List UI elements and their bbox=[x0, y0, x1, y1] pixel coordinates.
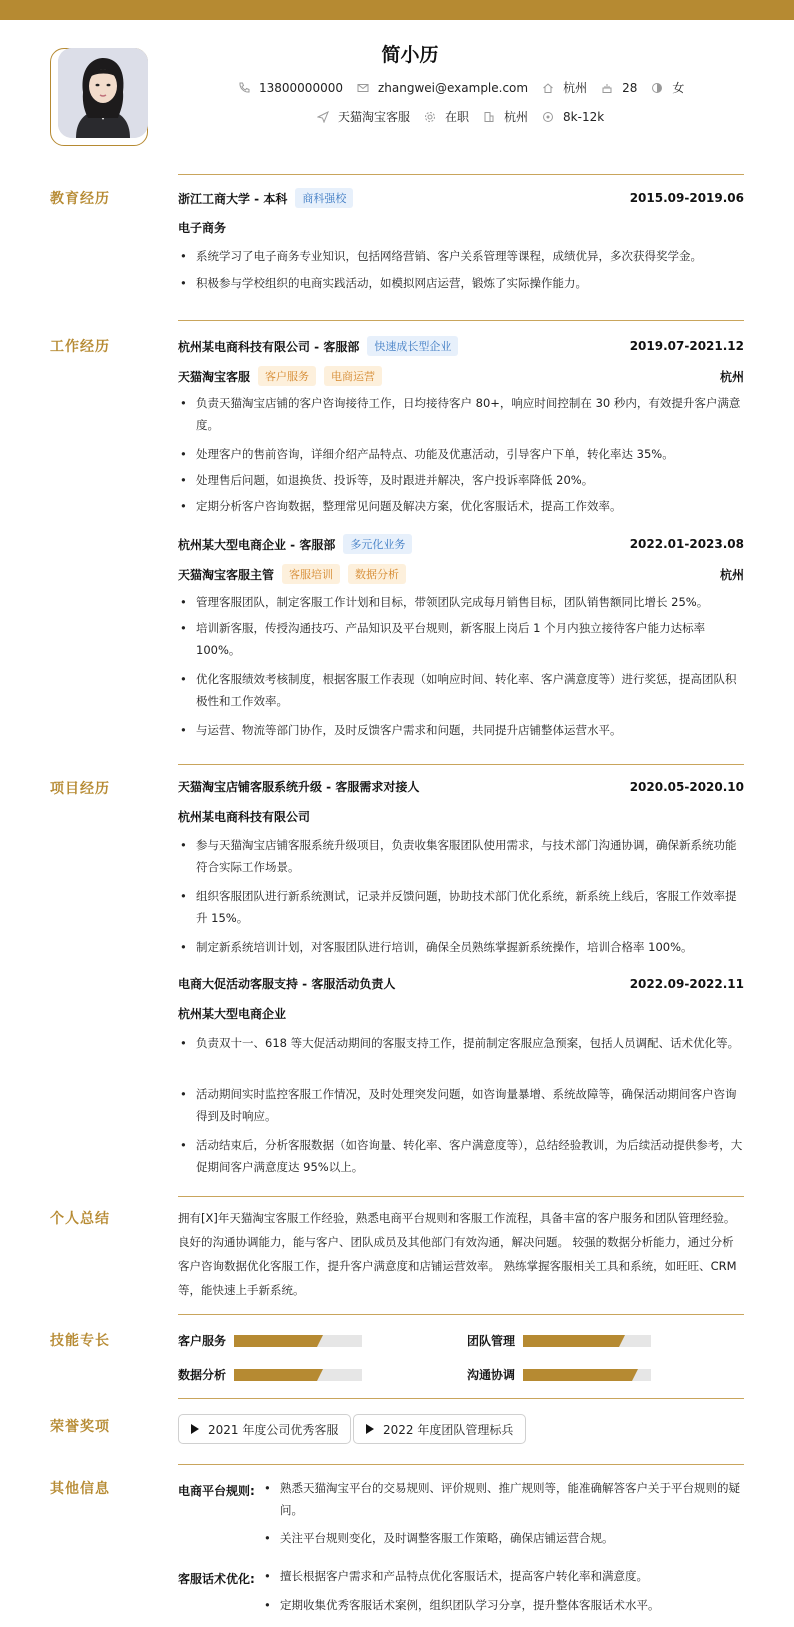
section-title-skills: 技能专长 bbox=[50, 1333, 110, 1349]
gender-item bbox=[651, 79, 684, 96]
phone-item bbox=[238, 81, 343, 95]
top-accent-bar bbox=[0, 0, 794, 20]
work-2-role bbox=[178, 564, 744, 584]
skill-item bbox=[467, 1366, 651, 1383]
education-rule bbox=[178, 174, 744, 175]
skill-item bbox=[178, 1332, 362, 1349]
list-item: • 活动期间实时监控客服工作情况，及时处理突发问题，如咨询量暴增、系统故障等，确保活动期间客户咨询得到及时响应。 bbox=[178, 1083, 744, 1127]
skill-label: 沟通协调 bbox=[467, 1368, 516, 1382]
status-item bbox=[424, 108, 469, 125]
list-item: • 活动结束后，分析客服数据（如咨询量、转化率、客户满意度等），总结经验教训，为后续活动提供参考，大促期间客户满意度达 95%以上。 bbox=[178, 1134, 744, 1178]
role-name: 天猫淘宝客服主管 bbox=[178, 567, 275, 582]
list-item: • 定期收集优秀客服话术案例，组织团队学习分享，提升整体客服话术水平。 bbox=[262, 1594, 746, 1616]
list-item: • 参与天猫淘宝店铺客服系统升级项目，负责收集客服团队使用需求，与技术部门沟通协调，确保新系统功能符合实际工作场景。 bbox=[178, 834, 744, 878]
work-date: 2019.07-2021.12 bbox=[629, 339, 744, 353]
honor-badge bbox=[178, 1414, 351, 1444]
age-item bbox=[601, 81, 637, 95]
skill-item bbox=[178, 1366, 362, 1383]
skill-fill bbox=[234, 1335, 317, 1347]
work-rule bbox=[178, 320, 744, 321]
education-header bbox=[178, 188, 744, 208]
gender-icon bbox=[651, 82, 663, 94]
avatar bbox=[58, 48, 148, 138]
list-item: • 处理售后问题，如退换货、投诉等，及时跟进并解决，客户投诉率降低 20%。 bbox=[178, 469, 744, 491]
skill-bar bbox=[523, 1335, 651, 1347]
list-item: • 与运营、物流等部门协作，及时反馈客户需求和问题，共同提升店铺整体运营水平。 bbox=[178, 719, 744, 741]
skill-label: 数据分析 bbox=[178, 1368, 227, 1382]
target-city-text: 杭州 bbox=[504, 110, 529, 124]
honor-text: 2022 年度团队管理标兵 bbox=[383, 1422, 514, 1437]
project-2-company: 杭州某大型电商企业 bbox=[178, 1007, 287, 1021]
skill-item bbox=[467, 1332, 651, 1349]
work-1-header bbox=[178, 336, 744, 356]
role-tag: 客户服务 bbox=[258, 366, 316, 386]
section-title-education: 教育经历 bbox=[50, 191, 110, 207]
list-item: • 优化客服绩效考核制度，根据客服工作表现（如响应时间、转化率、客户满意度等）进行奖惩，提高团队积极性和工作效率。 bbox=[178, 668, 744, 712]
project-1-header bbox=[178, 778, 744, 795]
phone-icon bbox=[238, 82, 250, 94]
skill-bar bbox=[234, 1369, 362, 1381]
other-rule bbox=[178, 1464, 744, 1465]
cake-icon bbox=[601, 82, 613, 94]
role-tag: 电商运营 bbox=[324, 366, 382, 386]
list-item: • 组织客服团队进行新系统测试，记录并反馈问题，协助技术部门优化系统，新系统上线后，客服工作效率提升 15%。 bbox=[178, 885, 744, 929]
role-name: 天猫淘宝客服 bbox=[178, 369, 251, 384]
company-tag: 多元化业务 bbox=[343, 534, 412, 554]
avatar-portrait-icon bbox=[58, 48, 148, 138]
company-tag: 快速成长型企业 bbox=[367, 336, 458, 356]
coin-icon bbox=[542, 111, 554, 123]
skill-bar bbox=[523, 1369, 651, 1381]
list-item: • 关注平台规则变化，及时调整客服工作策略，确保店铺运营合规。 bbox=[262, 1527, 746, 1549]
mail-icon bbox=[357, 82, 369, 94]
play-icon bbox=[191, 1424, 199, 1434]
education-date: 2015.09-2019.06 bbox=[629, 191, 744, 205]
section-title-other: 其他信息 bbox=[50, 1481, 110, 1497]
send-icon bbox=[317, 111, 329, 123]
work-2-header bbox=[178, 534, 744, 554]
honor-badge bbox=[353, 1414, 526, 1444]
skill-fill bbox=[523, 1335, 619, 1347]
skill-fill bbox=[523, 1369, 632, 1381]
job-intent-row bbox=[317, 108, 604, 125]
section-title-honors: 荣誉奖项 bbox=[50, 1419, 110, 1435]
work-1-role bbox=[178, 366, 744, 386]
other-label: 电商平台规则: bbox=[178, 1484, 255, 1498]
skill-bar bbox=[234, 1335, 362, 1347]
summary-rule bbox=[178, 1196, 744, 1197]
city-item bbox=[542, 79, 587, 96]
age-text: 28 bbox=[622, 80, 638, 95]
skills-rule bbox=[178, 1314, 744, 1315]
education-major: 电子商务 bbox=[178, 221, 227, 235]
list-item: • 负责双十一、618 等大促活动期间的客服支持工作，提前制定客服应急预案，包括人员调配、话术优化等。 bbox=[178, 1032, 744, 1054]
list-item: • 制定新系统培训计划，对客服团队进行培训，确保全员熟练掌握新系统操作，培训合格率 100%。 bbox=[178, 936, 744, 958]
role-tag: 客服培训 bbox=[282, 564, 340, 584]
salary-text: 8k-12k bbox=[563, 109, 605, 124]
list-item: • 负责天猫淘宝店铺的客户咨询接待工作，日均接待客户 80+，响应时间控制在 30 秒内，有效提升客户满意度。 bbox=[178, 392, 744, 436]
list-item: • 擅长根据客户需求和产品特点优化客服话术，提高客户转化率和满意度。 bbox=[262, 1565, 746, 1587]
honor-text: 2021 年度公司优秀客服 bbox=[208, 1422, 339, 1437]
section-title-summary: 个人总结 bbox=[50, 1211, 110, 1227]
project-date: 2022.09-2022.11 bbox=[629, 976, 744, 991]
gender-text: 女 bbox=[672, 81, 685, 95]
list-item: • 系统学习了电子商务专业知识，包括网络营销、客户关系管理等课程，成绩优异，多次获得奖学金。 bbox=[178, 245, 744, 267]
project-title: 天猫淘宝店铺客服系统升级 - 客服需求对接人 bbox=[178, 780, 420, 794]
honors-rule bbox=[178, 1398, 744, 1399]
target-city-item bbox=[483, 108, 528, 125]
project-2-header bbox=[178, 975, 744, 992]
work-date: 2022.01-2023.08 bbox=[629, 537, 744, 551]
list-item: • 培训新客服，传授沟通技巧、产品知识及平台规则，新客服上岗后 1 个月内独立接待客户能力达标率 100%。 bbox=[178, 617, 744, 661]
gear-icon bbox=[424, 111, 436, 123]
home-icon bbox=[542, 82, 554, 94]
summary-text: 拥有[X]年天猫淘宝客服工作经验，熟悉电商平台规则和客服工作流程，具备丰富的客户服务和团队管理经验。 良好的沟通协调能力，能与客户、团队成员及其他部门有效沟通，解决问题。 较强的数据分析能力，通过分析客户咨询数据优化客服工作，提升客户满意度和店铺运营效率。 熟练掌握客服相关工具和系统，如旺旺、CRM 等，能快速上手新系统。 bbox=[178, 1211, 737, 1297]
list-item: • 熟悉天猫淘宝平台的交易规则、评价规则、推广规则等，能准确解答客户关于平台规则的疑问。 bbox=[262, 1477, 746, 1521]
section-title-project: 项目经历 bbox=[50, 781, 110, 797]
position-text: 天猫淘宝客服 bbox=[338, 110, 411, 124]
project-title: 电商大促活动客服支持 - 客服活动负责人 bbox=[178, 977, 396, 991]
school-tag: 商科强校 bbox=[295, 188, 353, 208]
email-item bbox=[357, 81, 528, 95]
other-label: 客服话术优化: bbox=[178, 1572, 255, 1586]
skill-label: 团队管理 bbox=[467, 1334, 516, 1348]
role-tag: 数据分析 bbox=[348, 564, 406, 584]
school-name: 浙江工商大学 - 本科 bbox=[178, 191, 288, 206]
position-item bbox=[317, 108, 410, 125]
company-name: 杭州某电商科技有限公司 - 客服部 bbox=[178, 339, 360, 354]
work-location: 杭州 bbox=[719, 567, 744, 582]
skill-fill bbox=[234, 1369, 317, 1381]
work-location: 杭州 bbox=[719, 369, 744, 384]
candidate-name: 简小历 bbox=[381, 44, 439, 66]
list-item: • 积极参与学校组织的电商实践活动，如模拟网店运营，锻炼了实际操作能力。 bbox=[178, 272, 744, 294]
status-text: 在职 bbox=[445, 110, 470, 124]
play-icon bbox=[366, 1424, 374, 1434]
company-name: 杭州某大型电商企业 - 客服部 bbox=[178, 537, 336, 552]
building-icon bbox=[483, 111, 495, 123]
city-text: 杭州 bbox=[563, 81, 588, 95]
list-item: • 处理客户的售前咨询，详细介绍产品特点、功能及优惠活动，引导客户下单，转化率达 35%。 bbox=[178, 443, 744, 465]
salary-item bbox=[542, 110, 604, 124]
contact-info-row bbox=[238, 79, 684, 96]
project-rule bbox=[178, 764, 744, 765]
email-text: zhangwei@example.com bbox=[377, 80, 529, 95]
phone-text: 13800000000 bbox=[259, 80, 343, 95]
skill-label: 客户服务 bbox=[178, 1334, 227, 1348]
project-1-company: 杭州某电商科技有限公司 bbox=[178, 810, 311, 824]
section-title-work: 工作经历 bbox=[50, 339, 110, 355]
project-date: 2020.05-2020.10 bbox=[629, 779, 744, 794]
list-item: • 定期分析客户咨询数据，整理常见问题及解决方案，优化客服话术，提高工作效率。 bbox=[178, 495, 744, 517]
list-item: • 管理客服团队，制定客服工作计划和目标，带领团队完成每月销售目标，团队销售额同比增长 25%。 bbox=[178, 591, 744, 613]
